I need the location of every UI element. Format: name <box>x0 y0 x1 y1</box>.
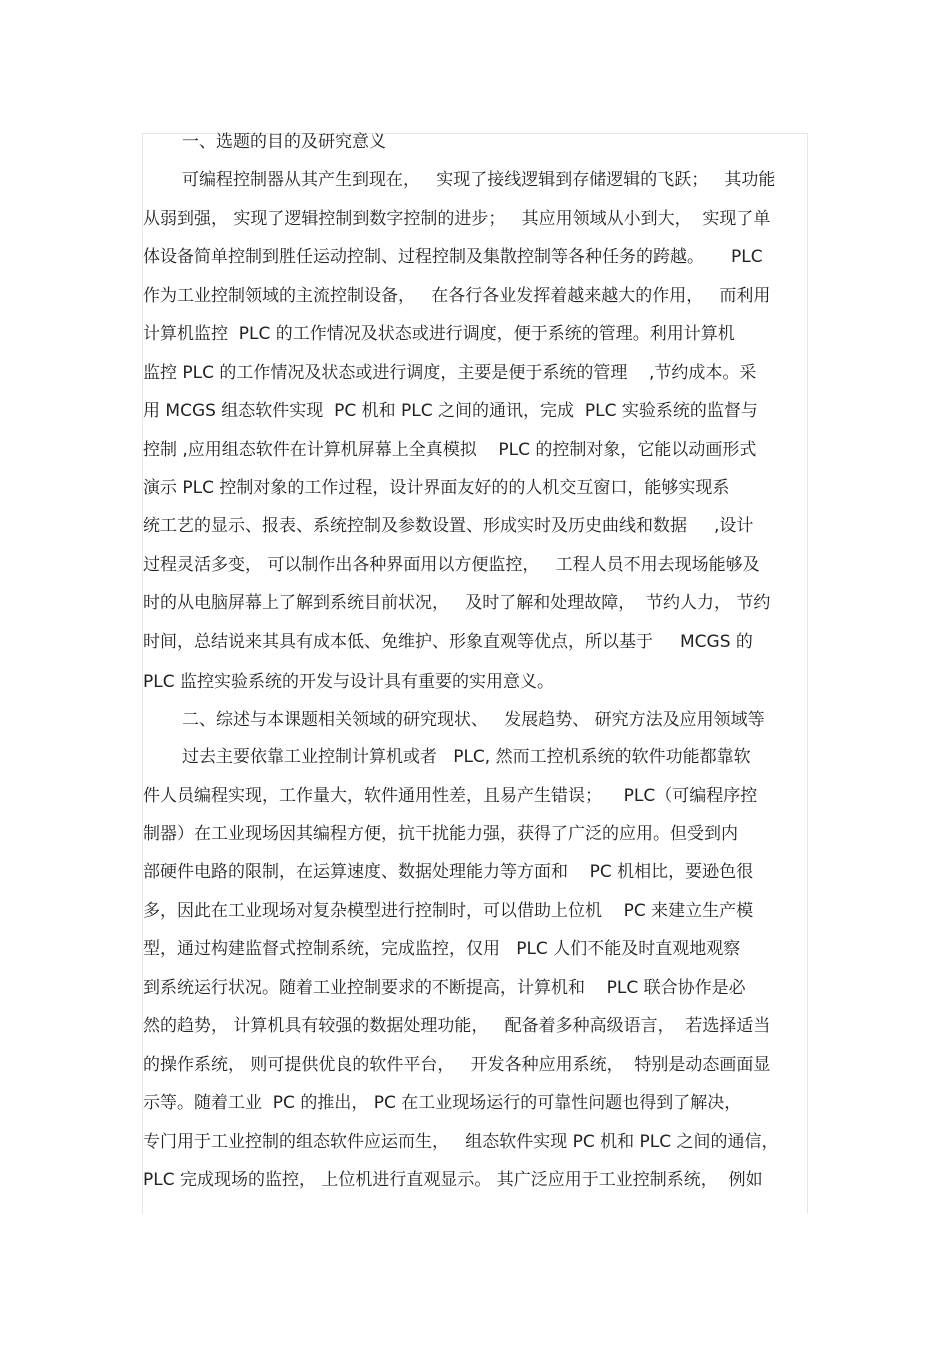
paragraph-line: 时间，总结说来其具有成本低、免维护、形象直观等优点，所以基于 MCGS 的 <box>143 632 753 652</box>
paragraph-line: 示等。随着工业 PC 的推出， PC 在工业现场运行的可靠性问题也得到了解决， <box>143 1093 742 1113</box>
paragraph-line: 时的从电脑屏幕上了解到系统目前状况， 及时了解和处理故障， 节约人力， 节约 <box>143 593 771 613</box>
paragraph-line: 多，因此在工业现场对复杂模型进行控制时，可以借助上位机 PC 来建立生产模 <box>143 901 754 921</box>
paragraph-line: 体设备简单控制到胜任运动控制、过程控制及集散控制等各种任务的跨越。 PLC <box>143 247 763 267</box>
paragraph-line: 监控 PLC 的工作情况及状态或进行调度，主要是便于系统的管理 ,节约成本。采 <box>143 363 757 383</box>
paragraph-line: 演示 PLC 控制对象的工作过程，设计界面友好的的人机交互窗口，能够实现系 <box>143 478 730 498</box>
paragraph-line: 从弱到强， 实现了逻辑控制到数字控制的进步； 其应用领域从小到大， 实现了单 <box>143 209 771 229</box>
paragraph-line: 型，通过构建监督式控制系统，完成监控，仅用 PLC 人们不能及时直观地观察 <box>143 939 741 959</box>
paragraph-line: 部硬件电路的限制，在运算速度、数据处理能力等方面和 PC 机相比，要逊色很 <box>143 862 754 882</box>
paragraph-line: 件人员编程实现，工作量大，软件通用性差，且易产生错误； PLC（可编程序控 <box>143 786 758 806</box>
paragraph-line: 过程灵活多变， 可以制作出各种界面用以方便监控， 工程人员不用去现场能够及 <box>143 555 760 575</box>
paragraph-line: 可编程控制器从其产生到现在， 实现了接线逻辑到存储逻辑的飞跃； 其功能 <box>182 170 776 190</box>
paragraph-line: 专门用于工业控制的组态软件应运而生， 组态软件实现 PC 机和 PLC 之间的通信， <box>143 1132 779 1152</box>
paragraph-line: 到系统运行状况。随着工业控制要求的不断提高，计算机和 PLC 联合协作是必 <box>143 978 746 998</box>
paragraph-line: 作为工业控制领域的主流控制设备， 在各行各业发挥着越来越大的作用， 而利用 <box>143 286 771 306</box>
paragraph-line: 过去主要依靠工业控制计算机或者 PLC, 然而工控机系统的软件功能都靠软 <box>182 747 751 767</box>
paragraph-line: 然的趋势， 计算机具有较强的数据处理功能， 配备着多种高级语言， 若选择适当 <box>143 1016 771 1036</box>
paragraph-line: 控制 ,应用组态软件在计算机屏幕上全真模拟 PLC 的控制对象，它能以动画形式 <box>143 440 757 460</box>
paragraph-line: 用 MCGS 组态软件实现 PC 机和 PLC 之间的通讯，完成 PLC 实验系统的监督与 <box>143 401 758 421</box>
paragraph-line: 统工艺的显示、报表、系统控制及参数设置、形成实时及历史曲线和数据 ,设计 <box>143 516 754 536</box>
paragraph-line: 的操作系统， 则可提供优良的软件平台， 开发各种应用系统， 特别是动态画面显 <box>143 1055 771 1075</box>
section-heading-2: 二、综述与本课题相关领域的研究现状、 发展趋势、 研究方法及应用领域等 <box>182 710 765 730</box>
paragraph-line: 制器）在工业现场因其编程方便，抗干扰能力强，获得了广泛的应用。但受到内 <box>143 824 738 844</box>
section-heading-1: 一、选题的目的及研究意义 <box>182 132 386 152</box>
paragraph-line: 计算机监控 PLC 的工作情况及状态或进行调度，便于系统的管理。利用计算机 <box>143 324 735 344</box>
paragraph-line: PLC 监控实验系统的开发与设计具有重要的实用意义。 <box>143 672 554 692</box>
paragraph-line: PLC 完成现场的监控， 上位机进行直观显示。 其广泛应用于工业控制系统， 例如 <box>143 1170 763 1190</box>
